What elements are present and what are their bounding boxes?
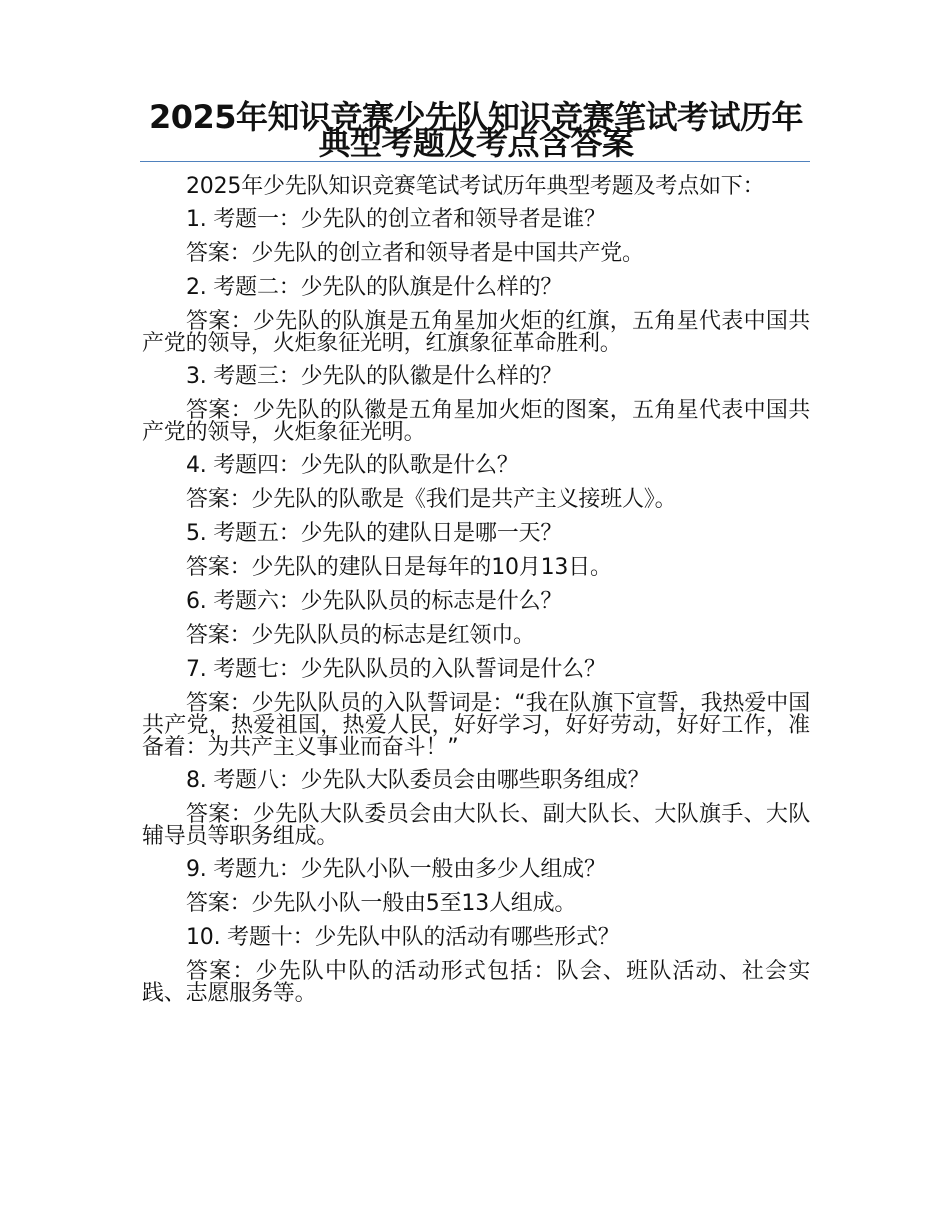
answer-5: 答案：少先队的建队日是每年的10月13日。 (186, 555, 612, 580)
question-4: 4. 考题四：少先队的队歌是什么？ (186, 453, 519, 478)
answer-3: 答案：少先队的队徽是五角星加火炬的图案，五角星代表中国共产党的领导，火炬象征光明。 (142, 398, 810, 445)
question-10: 10. 考题十：少先队中队的活动有哪些形式？ (186, 925, 620, 950)
question-8: 8. 考题八：少先队大队委员会由哪些职务组成？ (186, 768, 650, 793)
question-2: 2. 考题二：少先队的队旗是什么样的？ (186, 275, 563, 300)
intro-paragraph: 2025年少先队知识竞赛笔试考试历年典型考题及考点如下： (186, 174, 765, 199)
answer-1: 答案：少先队的创立者和领导者是中国共产党。 (186, 241, 644, 266)
question-3: 3. 考题三：少先队的队徽是什么样的？ (186, 364, 563, 389)
answer-6: 答案：少先队队员的标志是红领巾。 (186, 623, 535, 648)
answer-8: 答案：少先队大队委员会由大队长、副大队长、大队旗手、大队辅导员等职务组成。 (142, 802, 810, 849)
title-underline (140, 161, 810, 162)
question-7: 7. 考题七：少先队队员的入队誓词是什么？ (186, 657, 606, 682)
answer-2: 答案：少先队的队旗是五角星加火炬的红旗，五角星代表中国共产党的领导，火炬象征光明，红旗象征革命胜利。 (142, 309, 810, 356)
answer-7: 答案：少先队队员的入队誓词是：“我在队旗下宣誓，我热爱中国共产党，热爱祖国，热爱人民，好好学习，好好劳动，好好工作，准备着：为共产主义事业而奋斗！” (142, 691, 810, 760)
question-9: 9. 考题九：少先队小队一般由多少人组成？ (186, 857, 606, 882)
answer-9: 答案：少先队小队一般由5至13人组成。 (186, 891, 577, 916)
question-1: 1. 考题一：少先队的创立者和领导者是谁？ (186, 207, 606, 232)
question-6: 6. 考题六：少先队队员的标志是什么？ (186, 589, 563, 614)
document-body (142, 176, 810, 1016)
answer-4: 答案：少先队的队歌是《我们是共产主义接班人》。 (186, 487, 677, 512)
answer-10: 答案：少先队中队的活动形式包括：队会、班队活动、社会实践、志愿服务等。 (142, 959, 810, 1006)
document-title: 2025年知识竞赛少先队知识竞赛笔试考试历年典型考题及考点含答案 (148, 98, 804, 162)
question-5: 5. 考题五：少先队的建队日是哪一天？ (186, 521, 563, 546)
